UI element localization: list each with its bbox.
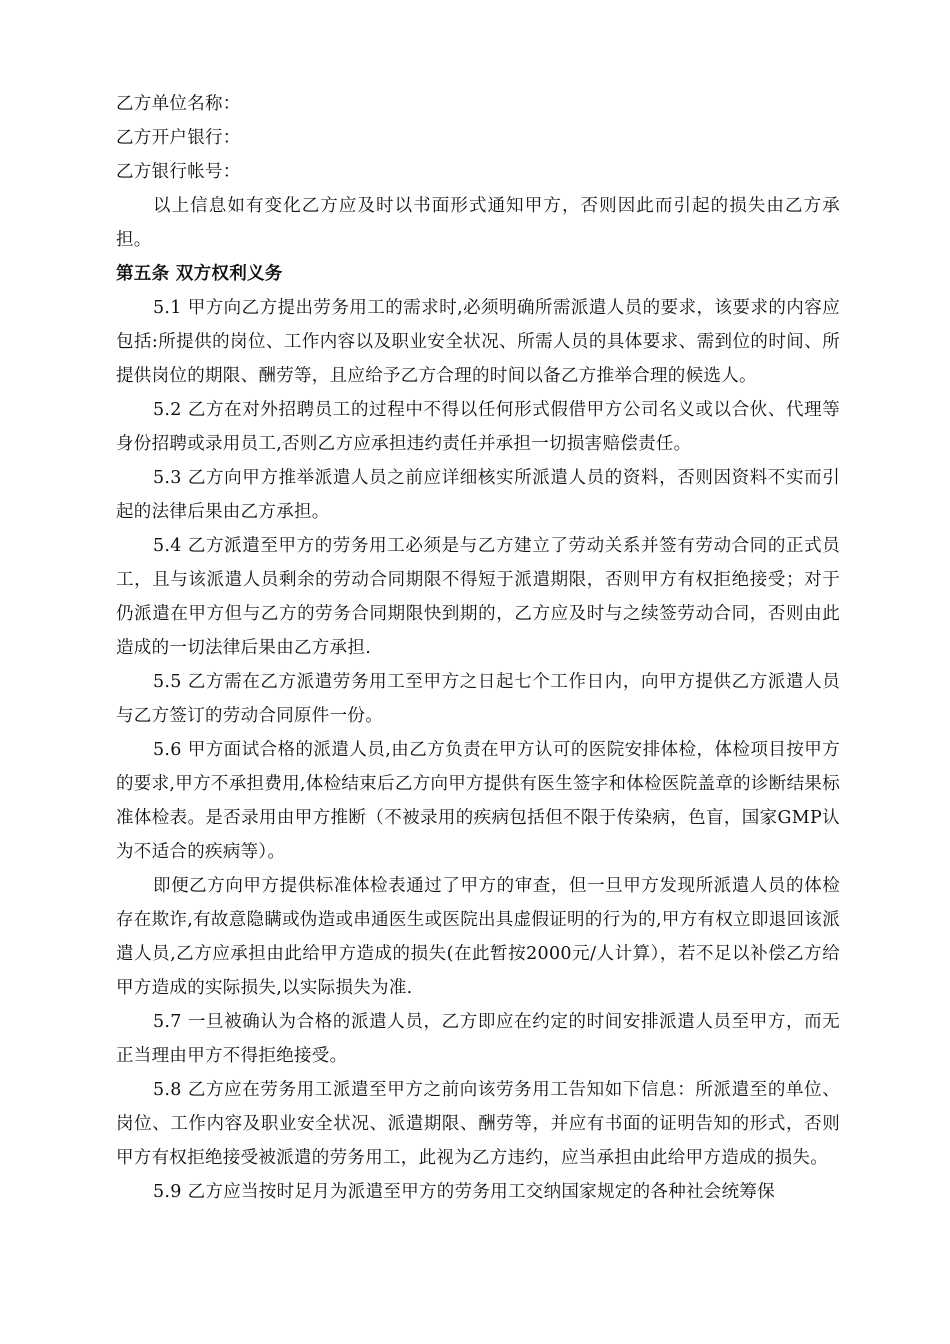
info-change-notice: 以上信息如有变化乙方应及时以书面形式通知甲方，否则因此而引起的损失由乙方承担。 <box>116 196 840 250</box>
clause-5-3: 5.3 乙方向甲方推举派遣人员之前应详细核实所派遣人员的资料，否则因资料不实而引起的法律后果由乙方承担。 <box>116 468 840 522</box>
clause-5-1: 5.1 甲方向乙方提出劳务用工的需求时,必须明确所需派遣人员的要求，该要求的内容应包括:所提供的岗位、工作内容以及职业安全状况、所需人员的具体要求、需到位的时间、所提供岗位的期限、酬劳等，且应给予乙方合理的时间以备乙方推举合理的候选人。 <box>116 298 840 386</box>
clause-5-6: 5.6 甲方面试合格的派遣人员,由乙方负责在甲方认可的医院安排体检，体检项目按甲方的要求,甲方不承担费用,体检结束后乙方向甲方提供有医生签字和体检医院盖章的诊断结果标准体检表。是否录用由甲方推断（不被录用的疾病包括但不限于传染病，色盲，国家GMP认为不适合的疾病等）。 <box>116 740 840 862</box>
clause-5-6-supplement: 即便乙方向甲方提供标准体检表通过了甲方的审查，但一旦甲方发现所派遣人员的体检存在欺诈,有故意隐瞒或伪造或串通医生或医院出具虚假证明的行为的,甲方有权立即退回该派遣人员,乙方应承担由此给甲方造成的损失(在此暂按2000元/人计算），若不足以补偿乙方给甲方造成的实际损失,以实际损失为准. <box>116 876 840 998</box>
party-b-account-label: 乙方银行帐号： <box>116 162 241 182</box>
clause-5-7: 5.7 一旦被确认为合格的派遣人员，乙方即应在约定的时间安排派遣人员至甲方，而无正当理由甲方不得拒绝接受。 <box>116 1012 840 1066</box>
clause-5-2: 5.2 乙方在对外招聘员工的过程中不得以任何形式假借甲方公司名义或以合伙、代理等身份招聘或录用员工,否则乙方应承担违约责任并承担一切损害赔偿责任。 <box>116 400 840 454</box>
clause-5-8: 5.8 乙方应在劳务用工派遣至甲方之前向该劳务用工告知如下信息：所派遣至的单位、岗位、工作内容及职业安全状况、派遣期限、酬劳等，并应有书面的证明告知的形式，否则甲方有权拒绝接受被派遣的劳务用工，此视为乙方违约，应当承担由此给甲方造成的损失。 <box>116 1080 840 1168</box>
party-b-company-name-label: 乙方单位名称： <box>116 94 241 114</box>
clause-5-5: 5.5 乙方需在乙方派遣劳务用工至甲方之日起七个工作日内，向甲方提供乙方派遣人员与乙方签订的劳动合同原件一份。 <box>116 672 840 726</box>
party-b-bank-label: 乙方开户银行： <box>116 128 241 148</box>
clause-5-9: 5.9 乙方应当按时足月为派遣至甲方的劳务用工交纳国家规定的各种社会统筹保 <box>153 1182 775 1202</box>
article-5-title: 第五条 双方权利义务 <box>116 264 283 284</box>
document-body <box>116 87 840 1209</box>
clause-5-4: 5.4 乙方派遣至甲方的劳务用工必须是与乙方建立了劳动关系并签有劳动合同的正式员工，且与该派遣人员剩余的劳动合同期限不得短于派遣期限，否则甲方有权拒绝接受；对于仍派遣在甲方但与乙方的劳务合同期限快到期的，乙方应及时与之续签劳动合同，否则由此造成的一切法律后果由乙方承担. <box>116 536 840 658</box>
